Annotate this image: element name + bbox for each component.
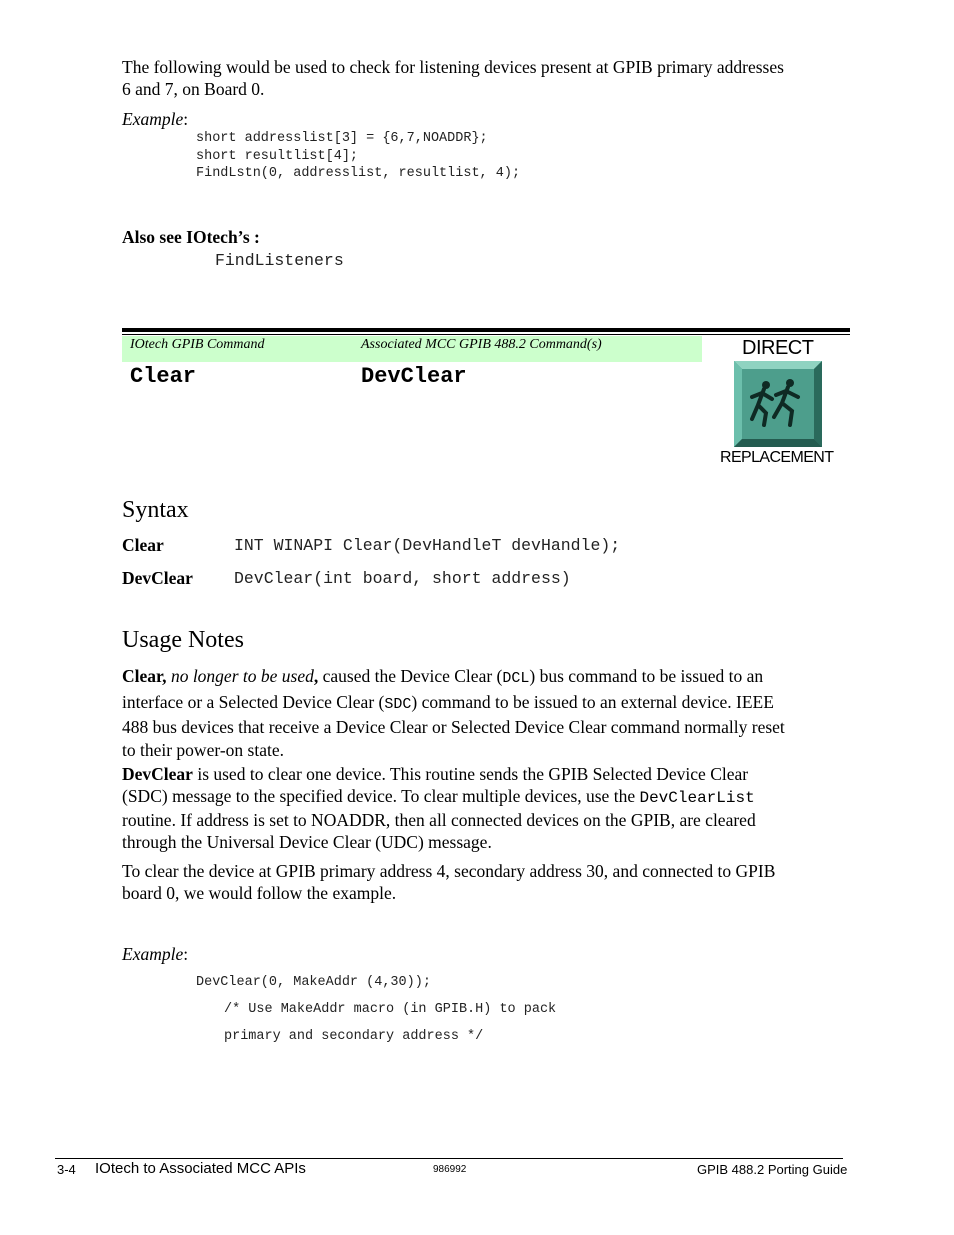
logo-top-text: DIRECT — [742, 337, 814, 359]
also-see-label: Also see IOtech’s : — [122, 227, 260, 247]
mcc-command-header: Associated MCC GPIB 488.2 Command(s) — [361, 337, 602, 352]
code-line: short resultlist[4]; — [196, 148, 359, 164]
example-code-line: primary and secondary address */ — [224, 1029, 484, 1044]
intro-paragraph — [122, 57, 852, 100]
syntax-row-name: DevClear — [122, 568, 193, 588]
footer-rule — [55, 1158, 843, 1159]
section-rule-thick — [122, 328, 850, 332]
intro-line-1: The following would be used to check for listening devices present at GPIB primary addresses — [122, 57, 784, 77]
syntax-heading: Syntax — [122, 497, 189, 523]
syntax-row-code: INT WINAPI Clear(DevHandleT devHandle); — [234, 536, 621, 555]
iotech-command-name: Clear — [130, 364, 197, 389]
footer-page-number: 3-4 — [57, 1162, 76, 1177]
intro-line-2: 6 and 7, on Board 0. — [122, 78, 265, 99]
direct-replacement-logo — [720, 337, 838, 469]
footer-doc-number: 986992 — [433, 1164, 467, 1175]
also-see-item: FindListeners — [215, 251, 344, 270]
example-code-block — [196, 130, 520, 183]
logo-bottom-text: REPLACEMENT — [720, 449, 834, 466]
code-line: FindLstn(0, addresslist, resultlist, 4); — [196, 166, 521, 181]
example-code-line: DevClear(0, MakeAddr (4,30)); — [196, 975, 431, 990]
section-rule-thin — [122, 334, 850, 335]
syntax-row-code: DevClear(int board, short address) — [234, 569, 571, 588]
code-line: short addresslist[3] = {6,7,NOADDR}; — [196, 131, 488, 146]
iotech-command-header: IOtech GPIB Command — [130, 337, 265, 352]
example-label: Example: — [122, 944, 189, 964]
usage-notes-heading: Usage Notes — [122, 627, 244, 653]
usage-paragraph-2: DevClear is used to clear one device. This routine sends the GPIB Selected Device Clear (SDC) message to the specified device. To clear multiple devices, use the DevClearList routine. If address is set to NOADDR, then all connected devices on the GPIB, are cleared through the Universal Device Clear (UDC) message. — [122, 764, 756, 852]
usage-paragraph-1: Clear, no longer to be used, caused the Device Clear (DCL) bus command to be issued to an interface or a Selected Device Clear (SDC) command to be issued to an external device. IEEE 488 bus devices that receive a Device Clear or Selected Device Clear command normally reset to their power-on state. — [122, 666, 785, 760]
example-code-line: /* Use MakeAddr macro (in GPIB.H) to pack — [224, 1002, 557, 1017]
syntax-row-name: Clear — [122, 535, 164, 555]
example-label: Example: — [122, 109, 189, 129]
mcc-command-name: DevClear — [361, 364, 467, 389]
footer-section-title: IOtech to Associated MCC APIs — [95, 1160, 306, 1177]
footer-guide-title: GPIB 488.2 Porting Guide — [697, 1162, 848, 1177]
usage-paragraph-3: To clear the device at GPIB primary address 4, secondary address 30, and connected to GPIB board 0, we would follow the example. — [122, 861, 776, 903]
running-figures-icon — [734, 361, 822, 447]
